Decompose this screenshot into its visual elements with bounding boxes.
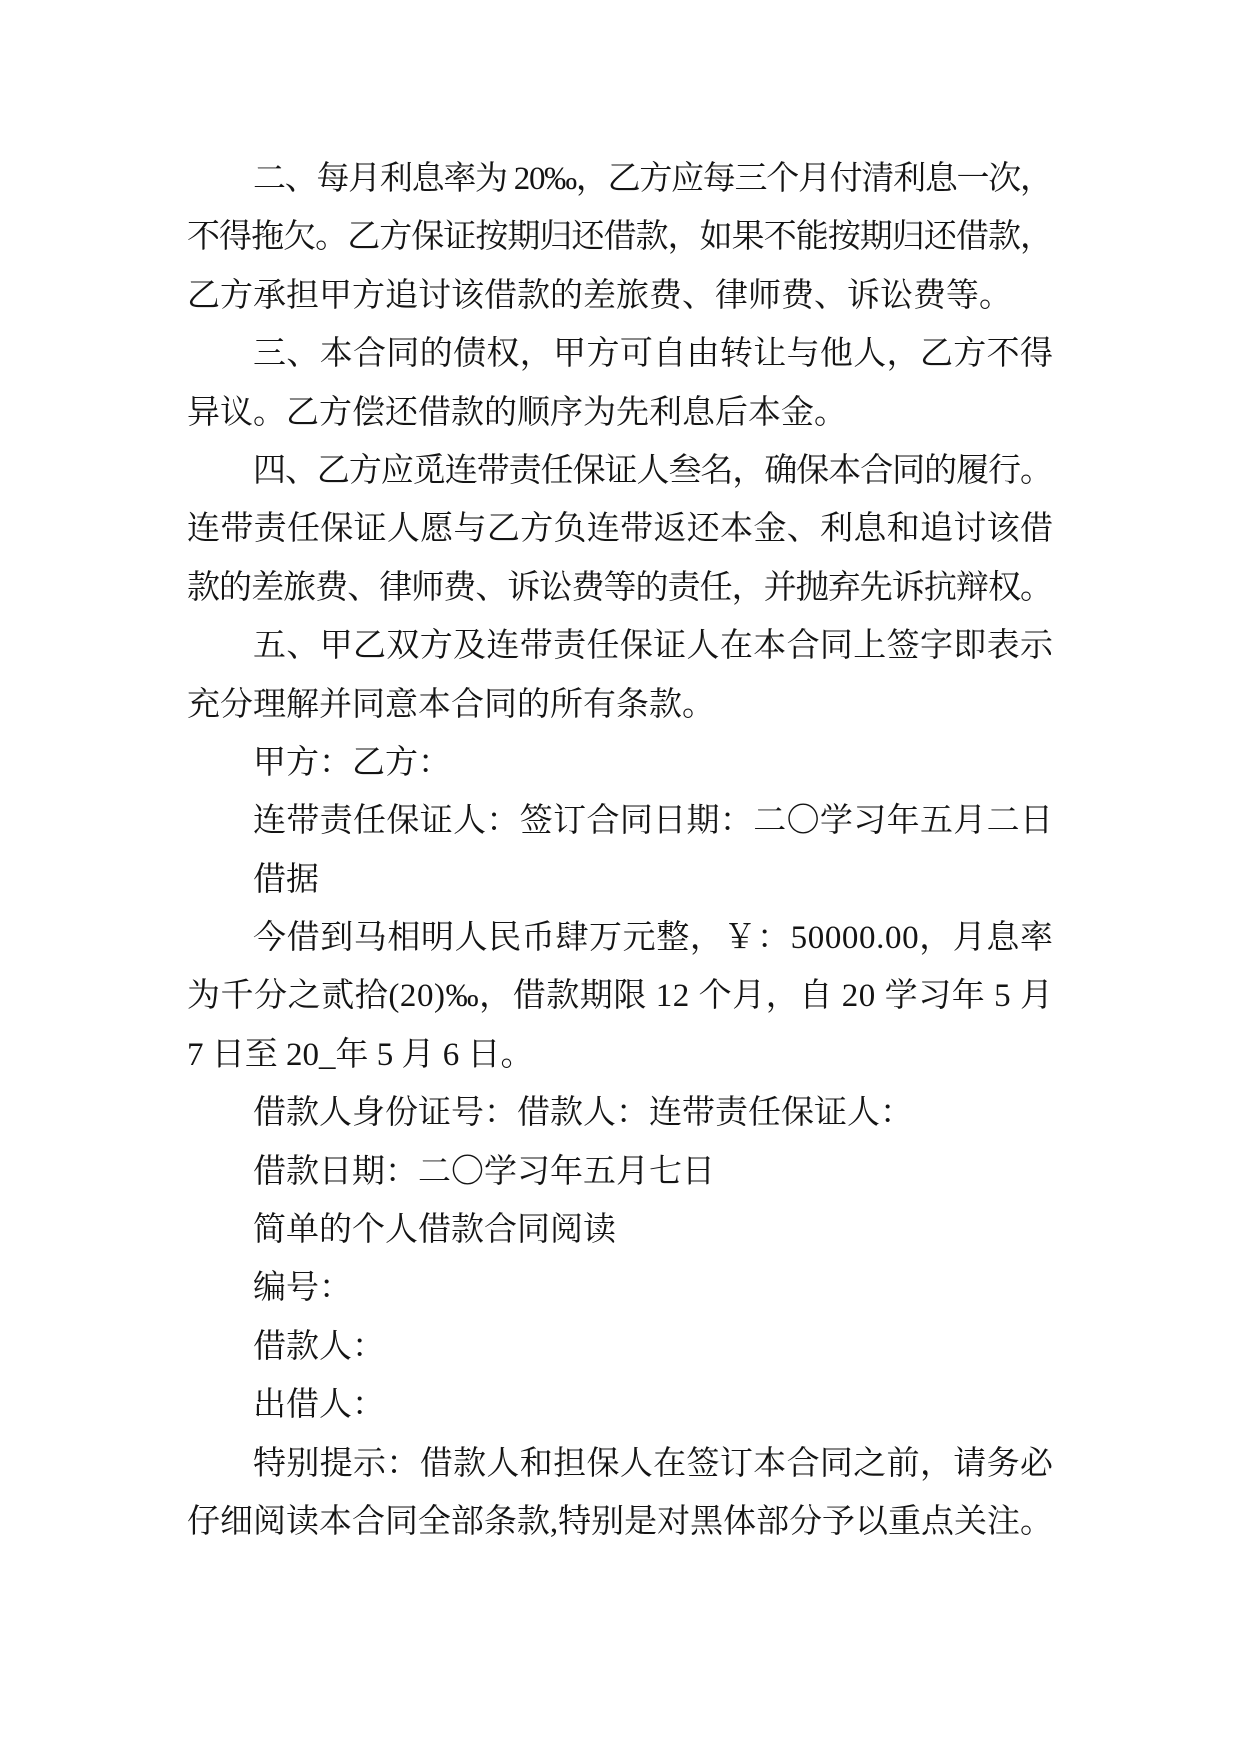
text-line: 充分理解并同意本合同的所有条款。 bbox=[187, 686, 715, 723]
text-line: 借款日期：二〇学习年五月七日 bbox=[253, 1153, 715, 1190]
guarantor-signing-date-line bbox=[187, 792, 1053, 850]
text-line: 二、每月利息率为 20‰，乙方应每三个月付清利息一次， bbox=[253, 161, 1052, 197]
text-line: 乙方承担甲方追讨该借款的差旅费、律师费、诉讼费等。 bbox=[187, 277, 1012, 314]
text-line: 连带责任保证人愿与乙方负连带返还本金、利息和追讨该借 bbox=[187, 511, 1054, 548]
contract-title bbox=[187, 1201, 1053, 1259]
clause-two-paragraph bbox=[187, 150, 1053, 325]
borrower-id-line bbox=[187, 1084, 1053, 1142]
text-line: 简单的个人借款合同阅读 bbox=[253, 1212, 616, 1249]
text-line: 不得拖欠。乙方保证按期归还借款，如果不能按期归还借款， bbox=[187, 219, 1053, 256]
text-line: 为千分之贰拾(20)‰，借款期限 12 个月，自 20 学习年 5 月 bbox=[187, 978, 1054, 1015]
lender-field bbox=[187, 1376, 1053, 1434]
party-signature-line bbox=[187, 734, 1053, 792]
text-line: 出借人： bbox=[253, 1387, 385, 1424]
text-line: 仔细阅读本合同全部条款,特别是对黑体部分予以重点关注。 bbox=[187, 1503, 1053, 1540]
iou-body-paragraph bbox=[187, 909, 1053, 1084]
contract-number-field bbox=[187, 1259, 1053, 1317]
document-body bbox=[187, 150, 1053, 1551]
special-notice-paragraph bbox=[187, 1435, 1053, 1552]
text-line: 四、乙方应觅连带责任保证人叁名，确保本合同的履行。 bbox=[253, 452, 1052, 489]
clause-four-paragraph bbox=[187, 442, 1053, 617]
clause-five-paragraph bbox=[187, 617, 1053, 734]
text-line: 今借到马相明人民币肆万元整，￥：50000.00，月息率 bbox=[253, 920, 1054, 957]
text-line: 异议。乙方偿还借款的顺序为先利息后本金。 bbox=[187, 394, 847, 431]
borrower-field bbox=[187, 1318, 1053, 1376]
text-line: 三、本合同的债权，甲方可自由转让与他人，乙方不得 bbox=[253, 336, 1054, 373]
iou-heading bbox=[187, 851, 1053, 909]
text-line: 编号： bbox=[253, 1270, 352, 1307]
clause-three-paragraph bbox=[187, 325, 1053, 442]
text-line: 7 日至 20_年 5 月 6 日。 bbox=[187, 1036, 534, 1073]
text-line: 连带责任保证人：签订合同日期：二〇学习年五月二日 bbox=[253, 803, 1054, 840]
text-line: 五、甲乙双方及连带责任保证人在本合同上签字即表示 bbox=[253, 628, 1054, 665]
text-line: 借款人： bbox=[253, 1328, 385, 1365]
loan-date-line bbox=[187, 1143, 1053, 1201]
text-line: 借款人身份证号：借款人：连带责任保证人： bbox=[253, 1095, 913, 1132]
text-line: 借据 bbox=[253, 861, 319, 898]
text-line: 款的差旅费、律师费、诉讼费等的责任，并抛弃先诉抗辩权。 bbox=[187, 569, 1053, 606]
text-line: 甲方：乙方： bbox=[253, 744, 451, 781]
text-line: 特别提示：借款人和担保人在签订本合同之前，请务必 bbox=[253, 1445, 1054, 1482]
